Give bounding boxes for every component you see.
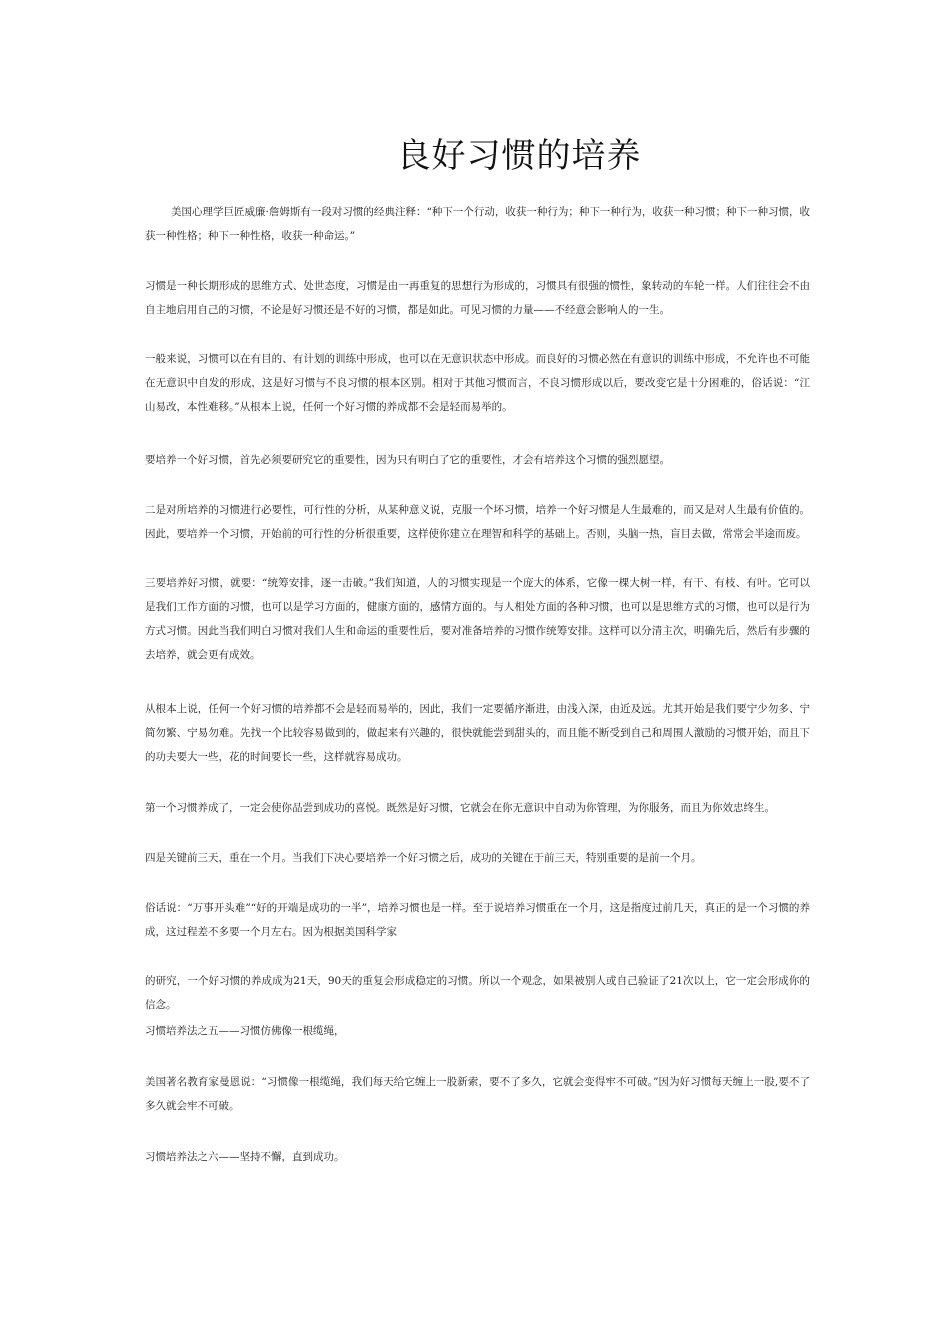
page-title: 良好习惯的培养 [396, 136, 642, 176]
paragraph-14: 习惯培养法之六——坚持不懈，直到成功。 [145, 1151, 345, 1163]
paragraph-8: 第一个习惯养成了，一定会使你品尝到成功的喜悦。既然是好习惯，它就会在你无意识中自动为你管理，为你服务，而且为你效忠终生。 [145, 802, 775, 814]
paragraph-3: 一般来说，习惯可以在有目的、有计划的训练中形成，也可以在无意识状态中形成。而良好的习惯必然在有意识的训练中形成，不允许也不可能在无意识中自发的形成，这是好习惯与不良习惯的根本区别。相对于其他习惯而言，不良习惯形成以后，要改变它是十分困难的，俗话说：“江山易改，本性难移。”从根本上说，任何一个好习惯的养成都不会是轻而易举的。 [145, 353, 810, 413]
paragraph-10: 俗话说：“万事开头难”“好的开端是成功的一半”，培养习惯也是一样。至于说培养习惯重在一个月，这是指度过前几天，真正的是一个习惯的养成，这过程差不多要一个月左右。因为根据美国科学家 [145, 902, 810, 938]
paragraph-2: 习惯是一种长期形成的思维方式、处世态度，习惯是由一再重复的思想行为形成的，习惯具有很强的惯性，象转动的车轮一样。人们往往会不由自主地启用自己的习惯，不论是好习惯还是不好的习惯，都是如此。可见习惯的力量——不经意会影响人的一生。 [145, 280, 810, 316]
paragraph-12: 习惯培养法之五——习惯仿佛像一根缆绳， [145, 1025, 345, 1037]
paragraph-4: 要培养一个好习惯，首先必须要研究它的重要性，因为只有明白了它的重要性，才会有培养这个习惯的强烈愿望。 [145, 454, 670, 466]
paragraph-5: 二是对所培养的习惯进行必要性，可行性的分析，从某种意义说，克服一个坏习惯，培养一个好习惯是人生最难的，而又是对人生最有价值的。因此，要培养一个习惯，开始前的可行性的分析很重要，这样使你建立在理智和科学的基础上。否则，头脑一热，盲目去做，常常会半途而废。 [145, 504, 810, 540]
paragraph-6: 三要培养好习惯，就要：“统筹安排，逐一击破。”我们知道，人的习惯实现是一个庞大的体系，它像一棵大树一样，有干、有枝、有叶。它可以是我们工作方面的习惯，也可以是学习方面的，健康方面的，感情方面的。与人相处方面的各种习惯，也可以是思维方式的习惯，也可以是行为方式习惯。因此当我们明白习惯对我们人生和命运的重要性后，要对准备培养的习惯作统筹安排。这样可以分清主次，明确先后，然后有步骤的去培养，就会更有成效。 [145, 577, 810, 661]
paragraph-9: 四是关键前三天，重在一个月。当我们下决心要培养一个好习惯之后，成功的关键在于前三天，特别重要的是前一个月。 [145, 852, 702, 864]
paragraph-1: 美国心理学巨匠威廉·詹姆斯有一段对习惯的经典注释：“种下一个行动，收获一种行为；种下一种行为，收获一种习惯；种下一种习惯，收获一种性格；种下一种性格，收获一种命运。” [145, 206, 810, 242]
paragraph-11: 的研究，一个好习惯的养成成为21天，90天的重复会形成稳定的习惯。所以一个观念，如果被别人或自己验证了21次以上，它一定会形成你的信念。 [145, 975, 810, 1011]
paragraph-7: 从根本上说，任何一个好习惯的培养都不会是轻而易举的，因此，我们一定要循序渐进，由浅入深，由近及远。尤其开始是我们要宁少勿多、宁简勿繁、宁易勿难。先找一个比较容易做到的，做起来有兴趣的，很快就能尝到甜头的，而且能不断受到自己和周围人激励的习惯开始，而且下的功夫要大一些，花的时间要长一些，这样就容易成功。 [145, 703, 810, 763]
paragraph-13: 美国著名教育家曼恩说：“习惯像一根缆绳，我们每天给它缠上一股新索，要不了多久，它就会变得牢不可破。”因为好习惯每天缠上一股,要不了多久就会牢不可破。 [145, 1076, 810, 1112]
